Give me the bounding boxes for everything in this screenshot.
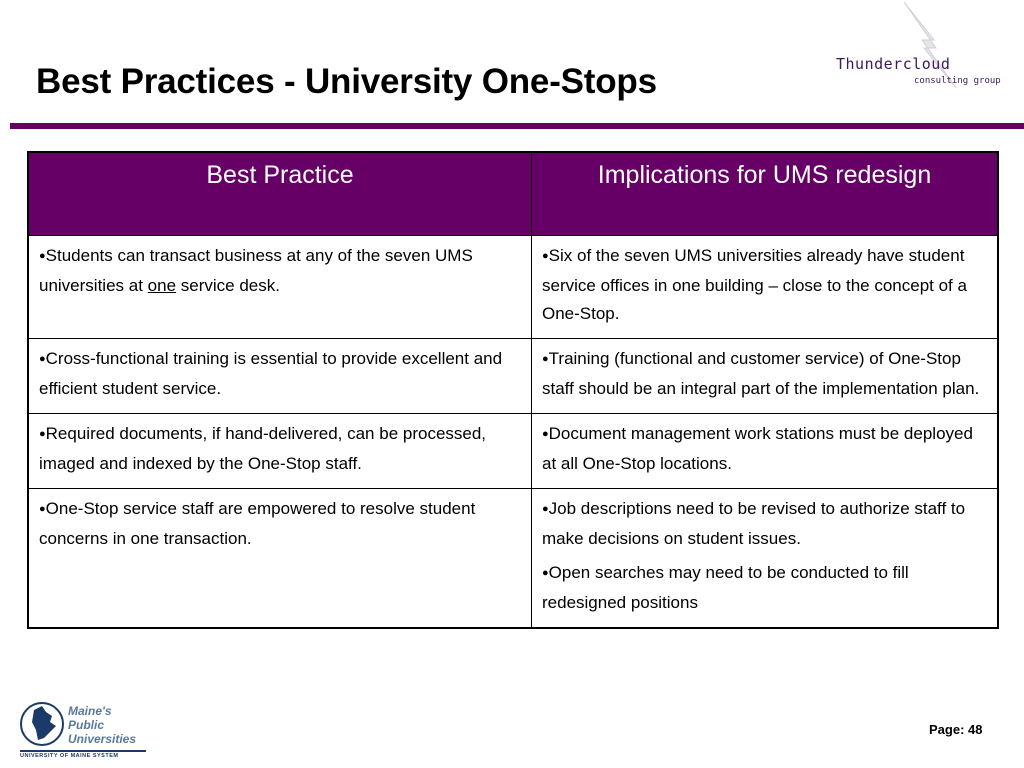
practice-cell [28, 236, 532, 339]
column-header-implications: Implications for UMS redesign [532, 152, 999, 236]
logo-footer: UNIVERSITY OF MAINE SYSTEM [20, 753, 119, 759]
best-practices-table [27, 151, 999, 629]
bullet-icon: ● [542, 428, 549, 440]
table-row [28, 236, 998, 339]
practice-cell [28, 489, 532, 629]
logo-line-1: Maine's [68, 704, 112, 718]
maine-map-icon [20, 700, 64, 750]
implication-text: Open searches may need to be conducted to fill redesigned positions [542, 563, 909, 612]
bullet-icon: ● [39, 250, 46, 262]
practice-text: One-Stop service staff are empowered to resolve student concerns in one transaction. [39, 499, 476, 548]
logo-text [68, 704, 136, 746]
practice-cell [28, 339, 532, 414]
brand-tagline: consulting group [914, 76, 1001, 86]
brand-name: Thundercloud [836, 55, 951, 73]
table-header-row [28, 152, 998, 236]
implication-text: Document management work stations must be deployed at all One-Stop locations. [542, 424, 973, 473]
implication-item [542, 345, 989, 403]
title-underline [10, 123, 1024, 129]
implication-text: Training (functional and customer service) of One-Stop staff should be an integral part of the implementation plan. [542, 349, 980, 398]
bullet-icon: ● [39, 503, 46, 515]
practice-text: Required documents, if hand-delivered, can be processed, imaged and indexed by the One-Stop staff. [39, 424, 487, 473]
implication-item [542, 495, 989, 553]
bullet-icon: ● [542, 250, 549, 262]
table-row [28, 339, 998, 414]
slide-title: Best Practices - University One-Stops [36, 62, 657, 101]
thundercloud-logo [822, 0, 1022, 100]
practice-emphasis: one [147, 276, 177, 295]
bullet-icon: ● [39, 428, 46, 440]
practice-cell [28, 414, 532, 489]
maines-public-universities-logo [20, 698, 150, 764]
practice-text: Cross-functional training is essential to provide excellent and efficient student service. [39, 349, 503, 398]
implication-cell [532, 414, 999, 489]
logo-line-2: Public [68, 718, 105, 732]
implication-cell [532, 489, 999, 629]
implication-item [542, 420, 989, 478]
logo-line-3: Universities [68, 732, 137, 746]
logo-divider [20, 750, 146, 752]
implication-text: Job descriptions need to be revised to authorize staff to make decisions on student issues. [542, 499, 966, 548]
column-header-best-practice: Best Practice [28, 152, 532, 236]
implication-item [542, 559, 989, 617]
bullet-icon: ● [542, 567, 549, 579]
practice-text: Students can transact business at any of the seven UMS universities at [39, 246, 473, 295]
implication-cell [532, 236, 999, 339]
bullet-icon: ● [542, 353, 549, 365]
practice-text-end: service desk. [176, 276, 280, 295]
table-row [28, 414, 998, 489]
implication-item [542, 242, 989, 328]
bullet-icon: ● [542, 503, 549, 515]
implication-cell [532, 339, 999, 414]
table-row [28, 489, 998, 629]
bullet-icon: ● [39, 353, 46, 365]
page-number: Page: 48 [929, 722, 983, 737]
implication-text: Six of the seven UMS universities already have student service offices in one building – close to the concept of a One-Stop. [542, 246, 967, 323]
